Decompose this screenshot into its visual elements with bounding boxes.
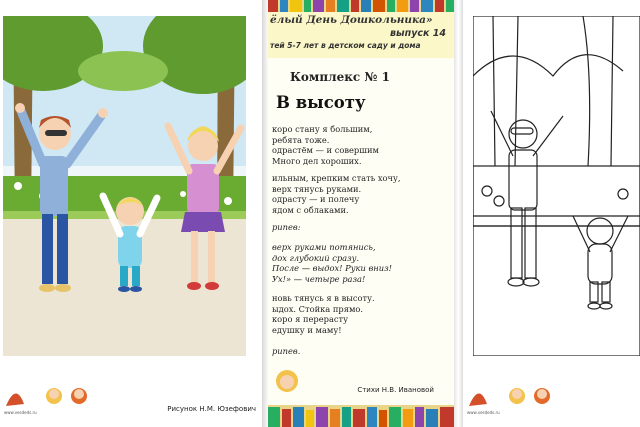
verse-line: едушку и маму! <box>272 325 342 336</box>
coloring-outline-illustration <box>473 16 640 356</box>
author-credit: Стихи Н.В. Ивановой <box>357 386 434 394</box>
gutter-right <box>454 0 463 427</box>
verse-line: Много дел хороших. <box>272 156 362 167</box>
child-mascot-icon <box>274 368 300 394</box>
verse-line: новь тянусь я в высоту. <box>272 293 375 303</box>
verse-4 <box>272 293 375 336</box>
verse-3 <box>272 242 392 285</box>
chorus-label: рипев: <box>272 222 301 232</box>
verse-1 <box>272 124 379 167</box>
complex-heading: Комплекс № 1 <box>290 70 390 84</box>
verse-line: коро я перерасту <box>272 314 349 325</box>
verse-line: коро стану я большим, <box>272 124 373 134</box>
publisher-logos <box>4 378 94 412</box>
verse-line: ильным, крепким стать хочу, <box>272 173 401 183</box>
verse-line: ребята тоже. <box>272 134 330 145</box>
verse-line: одрастём — и совершим <box>272 145 379 156</box>
verse-2 <box>272 173 401 216</box>
issue-number: выпуск 14 <box>390 28 446 39</box>
magazine-subtitle: тей 5-7 лет в детском саду и дома <box>270 41 421 50</box>
verse-line: После — выдох! Руки вниз! <box>272 263 392 274</box>
color-illustration <box>3 16 246 356</box>
verse-line: верх руками потянись, <box>272 242 376 252</box>
verse-line: одрасту — и полечу <box>272 194 360 205</box>
illustration-credit: Рисунок Н.М. Юзефович <box>167 405 256 413</box>
logo-url: www.vesdeds.ru <box>4 410 37 415</box>
verse-line: Ух!» — четыре раза! <box>272 274 366 285</box>
verse-line: ыдох. Стойка прямо. <box>272 303 364 314</box>
verse-line: дох глубокий сразу. <box>272 252 360 263</box>
left-page <box>0 0 262 427</box>
magazine-title: ёлый День Дошкольника» <box>270 14 433 26</box>
logo-url: www.vesdeds.ru <box>467 410 500 415</box>
middle-page <box>268 0 454 427</box>
verse-line: ядом с облаками. <box>272 205 349 216</box>
verse-line: верх тянусь руками. <box>272 183 362 194</box>
poem-title: В высоту <box>276 93 366 112</box>
publisher-logos <box>467 378 557 412</box>
chorus-end: рипев. <box>272 346 301 356</box>
right-page <box>463 0 640 427</box>
bookshelf-bottom <box>268 405 454 427</box>
